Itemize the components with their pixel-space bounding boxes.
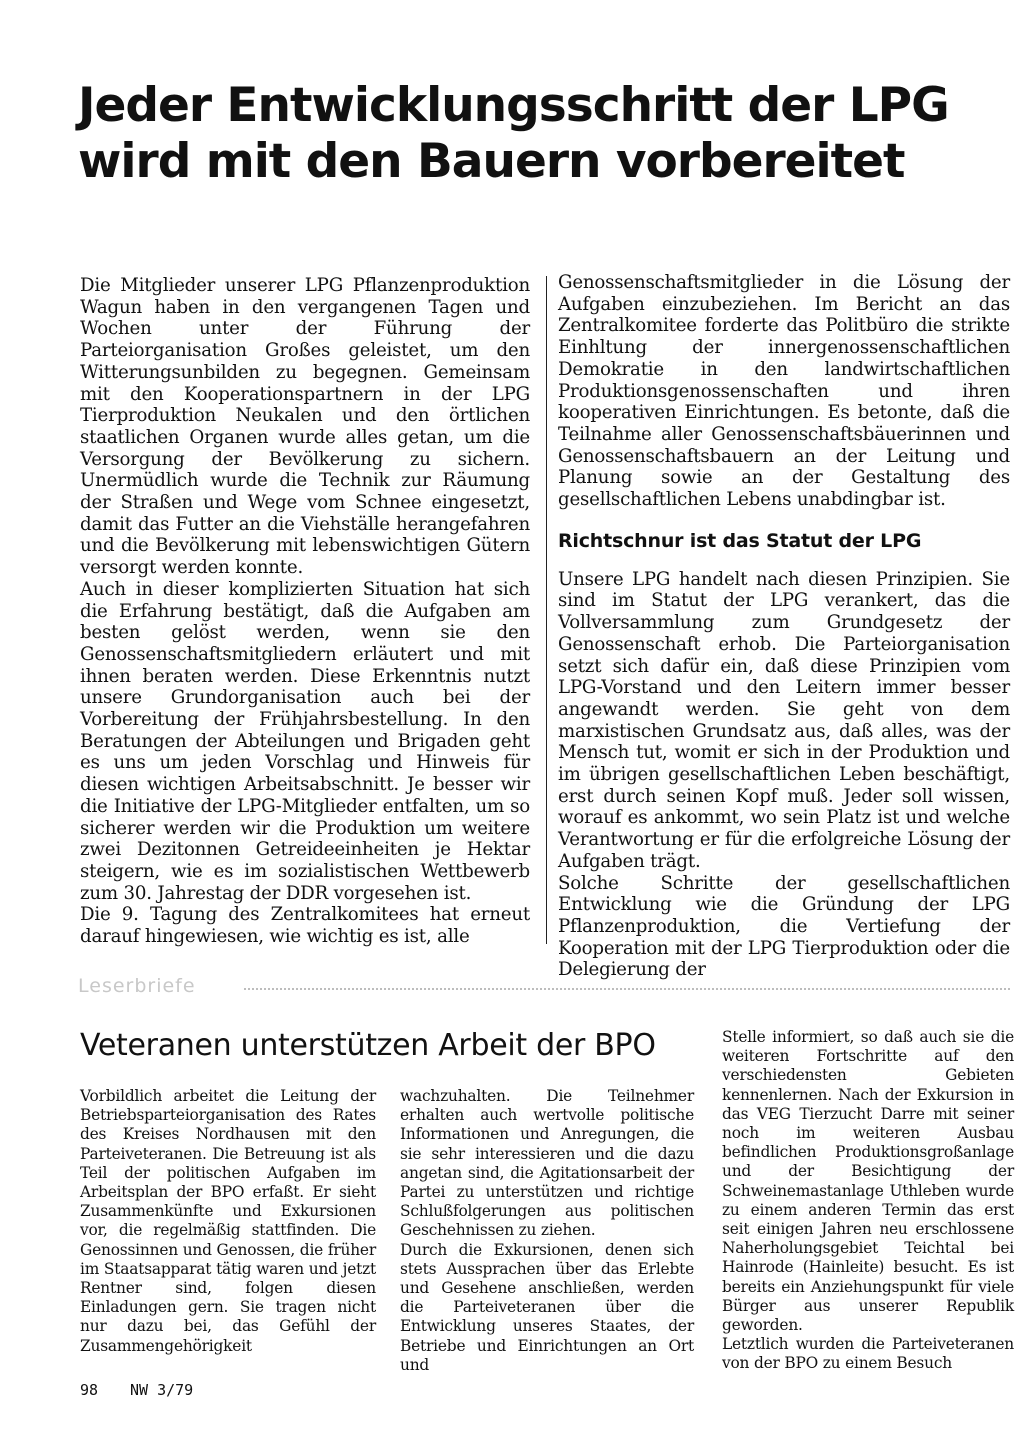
article-column-left xyxy=(80,275,530,948)
article-title-line-1: Jeder Entwicklungsschritt der LPG xyxy=(78,78,949,133)
column-divider xyxy=(546,276,547,944)
page-number: 98 xyxy=(80,1381,99,1399)
letter-column-2 xyxy=(400,1087,694,1375)
letter-column-3 xyxy=(722,1028,1014,1374)
paragraph: Unsere LPG handelt nach diesen Prinzipien. Sie sind im Statut der LPG verankert, das die Vollversammlung zum Grundgesetz der Genossenschaft erhob. Die Parteiorganisation setzt sich dafür ein, daß diese Prinzipien vom LPG-Vorstand und den Leitern immer besser angewandt werden. Sie geht von dem marxistischen Grundsatz aus, daß alles, was der Mensch tut, womit er sich in der Produktion und im übrigen gesellschaftlichen Leben beschäftigt, erst durch seinen Kopf muß. Jeder soll wissen, worauf es ankommt, wo sein Platz ist und welche Verantwortung er für die erfolgreiche Lösung der Aufgaben trägt. xyxy=(558,568,1010,872)
section-label: Leserbriefe xyxy=(78,975,196,997)
article-title-line-2: wird mit den Bauern vorbereitet xyxy=(78,134,905,189)
issue-reference: NW 3/79 xyxy=(130,1381,194,1399)
paragraph: Genossenschaftsmitglieder in die Lösung der Aufgaben einzubeziehen. Im Bericht an das Zentralkomitee forderte das Politbüro die strikte Einhltung der innergenossenschaftlichen Demokratie in den landwirtschaftlichen Produktionsgenossenschaften und ihren kooperativen Einrichtungen. Es betonte, daß die Teilnahme aller Genossenschaftsbäuerinnen und Genossenschaftsbauern an der Leitung und Planung sowie an der Gestaltung des gesellschaftlichen Lebens unabdingbar ist. xyxy=(558,272,1010,511)
paragraph: Die 9. Tagung des Zentralkomitees hat erneut darauf hingewiesen, wie wichtig es ist, alle xyxy=(80,904,530,948)
paragraph: Stelle informiert, so daß auch sie die weiteren Fortschritte auf den verschiedensten Gebieten kennenlernen. Nach der Exkursion in das VEG Tierzucht Darre mit seiner noch im weiteren Ausbau befindlichen Produktionsgroßanlage und der Besichtigung der Schweinemastanlage Uthleben wurde zu einem anderen Termin das erst seit einigen Jahren neu erschlossene Naherholungsgebiet Teichtal bei Hainrode (Hainleite) besucht. Es ist bereits ein Anziehungspunkt für viele Bürger aus unserer Republik geworden. xyxy=(722,1028,1014,1335)
paragraph: Vorbildlich arbeitet die Leitung der Betriebsparteiorganisation des Rates des Kreises Nordhausen mit den Parteiveteranen. Die Betreuung ist als Teil der politischen Aufgaben im Arbeitsplan der BPO erfaßt. Er sieht Zusammenkünfte und Exkursionen vor, die regelmäßig stattfinden. Die Genossinnen und Genossen, die früher im Staatsapparat tätig waren und jetzt Rentner sind, folgen diesen Einladungen gern. Sie tragen nicht nur dazu bei, das Gefühl der Zusammengehörigkeit xyxy=(80,1087,376,1355)
paragraph: Solche Schritte der gesellschaftlichen Entwicklung wie die Gründung der LPG Pflanzenproduktion, die Vertiefung der Kooperation mit der LPG Tierproduktion oder die Delegierung der xyxy=(558,872,1010,981)
section-header-bar xyxy=(78,975,1010,999)
paragraph: Die Mitglieder unserer LPG Pflanzenproduktion Wagun haben in den vergangenen Tagen und Wochen unter der Führung der Parteiorganisation Großes geleistet, um den Witterungsunbilden zu begegnen. Gemeinsam mit den Kooperationspartnern in der LPG Tierproduktion Neukalen und den örtlichen staatlichen Organen wurde alles getan, um die Versorgung der Bevölkerung zu sichern. Unermüdlich wurde die Technik zur Räumung der Straßen und Wege vom Schnee eingesetzt, damit das Futter an die Viehställe herangefahren und die Bevölkerung mit lebenswichtigen Gütern versorgt werden konnte. xyxy=(80,275,530,579)
article-title xyxy=(78,78,998,190)
letter-column-1 xyxy=(80,1087,376,1356)
article-column-right xyxy=(558,272,1010,981)
paragraph: Auch in dieser komplizierten Situation hat sich die Erfahrung bestätigt, daß die Aufgaben am besten gelöst werden, wenn sie den Genossenschaftsmitgliedern erläutert und mit ihnen beraten werden. Diese Erkenntnis nutzt unsere Grundorganisation auch bei der Vorbereitung der Frühjahrsbestellung. In den Beratungen der Abteilungen und Brigaden geht es uns um jeden Vorschlag und Hinweis für diesen wichtigen Arbeitsabschnitt. Je besser wir die Initiative der LPG-Mitglieder entfalten, um so sicherer werden wir die Produktion um weitere zwei Dezitonnen Getreideeinheiten je Hektar steigern, wie es im sozialistischen Wettbewerb zum 30. Jahrestag der DDR vorgesehen ist. xyxy=(80,578,530,904)
section-subheading: Richtschnur ist das Statut der LPG xyxy=(558,529,922,552)
dotted-rule xyxy=(244,988,1010,990)
paragraph: wachzuhalten. Die Teilnehmer erhalten auch wertvolle politische Informationen und Anregungen, die sie sehr interessieren und die dazu angetan sind, die Agitationsarbeit der Partei zu unterstützen und richtige Schlußfolgerungen aus politischen Geschehnissen zu ziehen. xyxy=(400,1087,694,1240)
paragraph: Durch die Exkursionen, denen sich stets Aussprachen über das Erlebte und Gesehene anschließen, werden die Parteiveteranen über die Entwicklung unseres Staates, der Betriebe und Einrichtungen an Ort und xyxy=(400,1240,694,1374)
letter-title: Veteranen unterstützen Arbeit der BPO xyxy=(80,1028,656,1063)
paragraph: Letztlich wurden die Parteiveteranen von der BPO zu einem Besuch xyxy=(722,1335,1014,1373)
